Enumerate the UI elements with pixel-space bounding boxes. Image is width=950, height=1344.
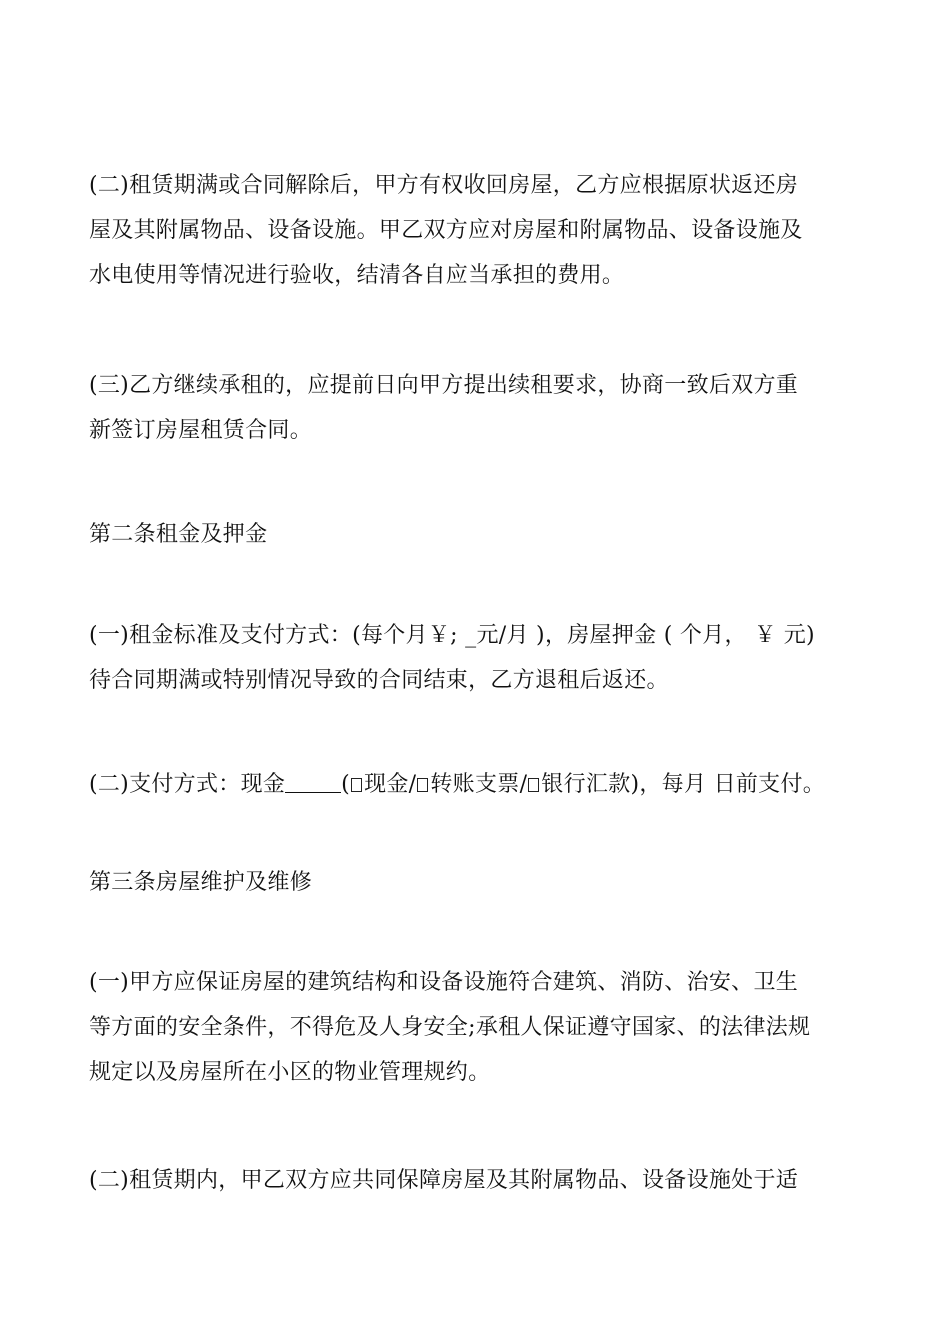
text-line: 新签订房屋租赁合同。 — [89, 418, 313, 443]
paragraph-lease-expiry — [89, 163, 864, 298]
checkbox-icon — [351, 778, 362, 792]
text-line: (二)租赁期满或合同解除后，甲方有权收回房屋，乙方应根据原状返还房 — [89, 173, 799, 198]
text-line: (三)乙方继续承租的，应提前日向甲方提出续租要求，协商一致后双方重 — [89, 373, 799, 398]
payment-prefix: (二)支付方式：现金 — [89, 772, 286, 797]
text-line: 屋及其附属物品、设备设施。甲乙双方应对房屋和附属物品、设备设施及 — [89, 218, 803, 243]
paragraph-safety-obligations — [89, 960, 864, 1095]
heading-article-2: 第二条租金及押金 — [89, 522, 268, 547]
text-line: (二)租赁期内，甲乙双方应共同保障房屋及其附属物品、设备设施处于适 — [89, 1168, 799, 1193]
text-line: 待合同期满或特别情况导致的合同结束，乙方退租后返还。 — [89, 668, 669, 693]
text-line: 等方面的安全条件，不得危及人身安全;承租人保证遵守国家、的法律法规 — [89, 1015, 811, 1040]
option-cash: 现金/ — [364, 772, 417, 797]
text-line: (一)租金标准及支付方式：(每个月￥; _元/月 )，房屋押金 ( 个月， ￥ 元) — [89, 623, 815, 648]
checkbox-icon — [417, 778, 428, 792]
text-line: (一)甲方应保证房屋的建筑结构和设备设施符合建筑、消防、治安、卫生 — [89, 970, 799, 995]
option-check: 转账支票/ — [430, 772, 528, 797]
text-line: 水电使用等情况进行验收，结清各自应当承担的费用。 — [89, 263, 625, 288]
text-line: 规定以及房屋所在小区的物业管理规约。 — [89, 1060, 491, 1085]
paragraph-joint-maintenance — [89, 1158, 864, 1203]
text-line — [89, 762, 864, 807]
payment-suffix: )，每月 日前支付。 — [630, 772, 826, 797]
option-bank-transfer: 银行汇款 — [541, 772, 631, 797]
open-paren: ( — [341, 772, 351, 797]
checkbox-icon — [528, 778, 539, 792]
blank-underline — [285, 774, 341, 793]
paragraph-rent-standard — [89, 613, 864, 703]
paragraph-payment-method — [89, 762, 864, 807]
paragraph-renewal — [89, 363, 864, 453]
heading-article-3: 第三条房屋维护及维修 — [89, 870, 313, 895]
